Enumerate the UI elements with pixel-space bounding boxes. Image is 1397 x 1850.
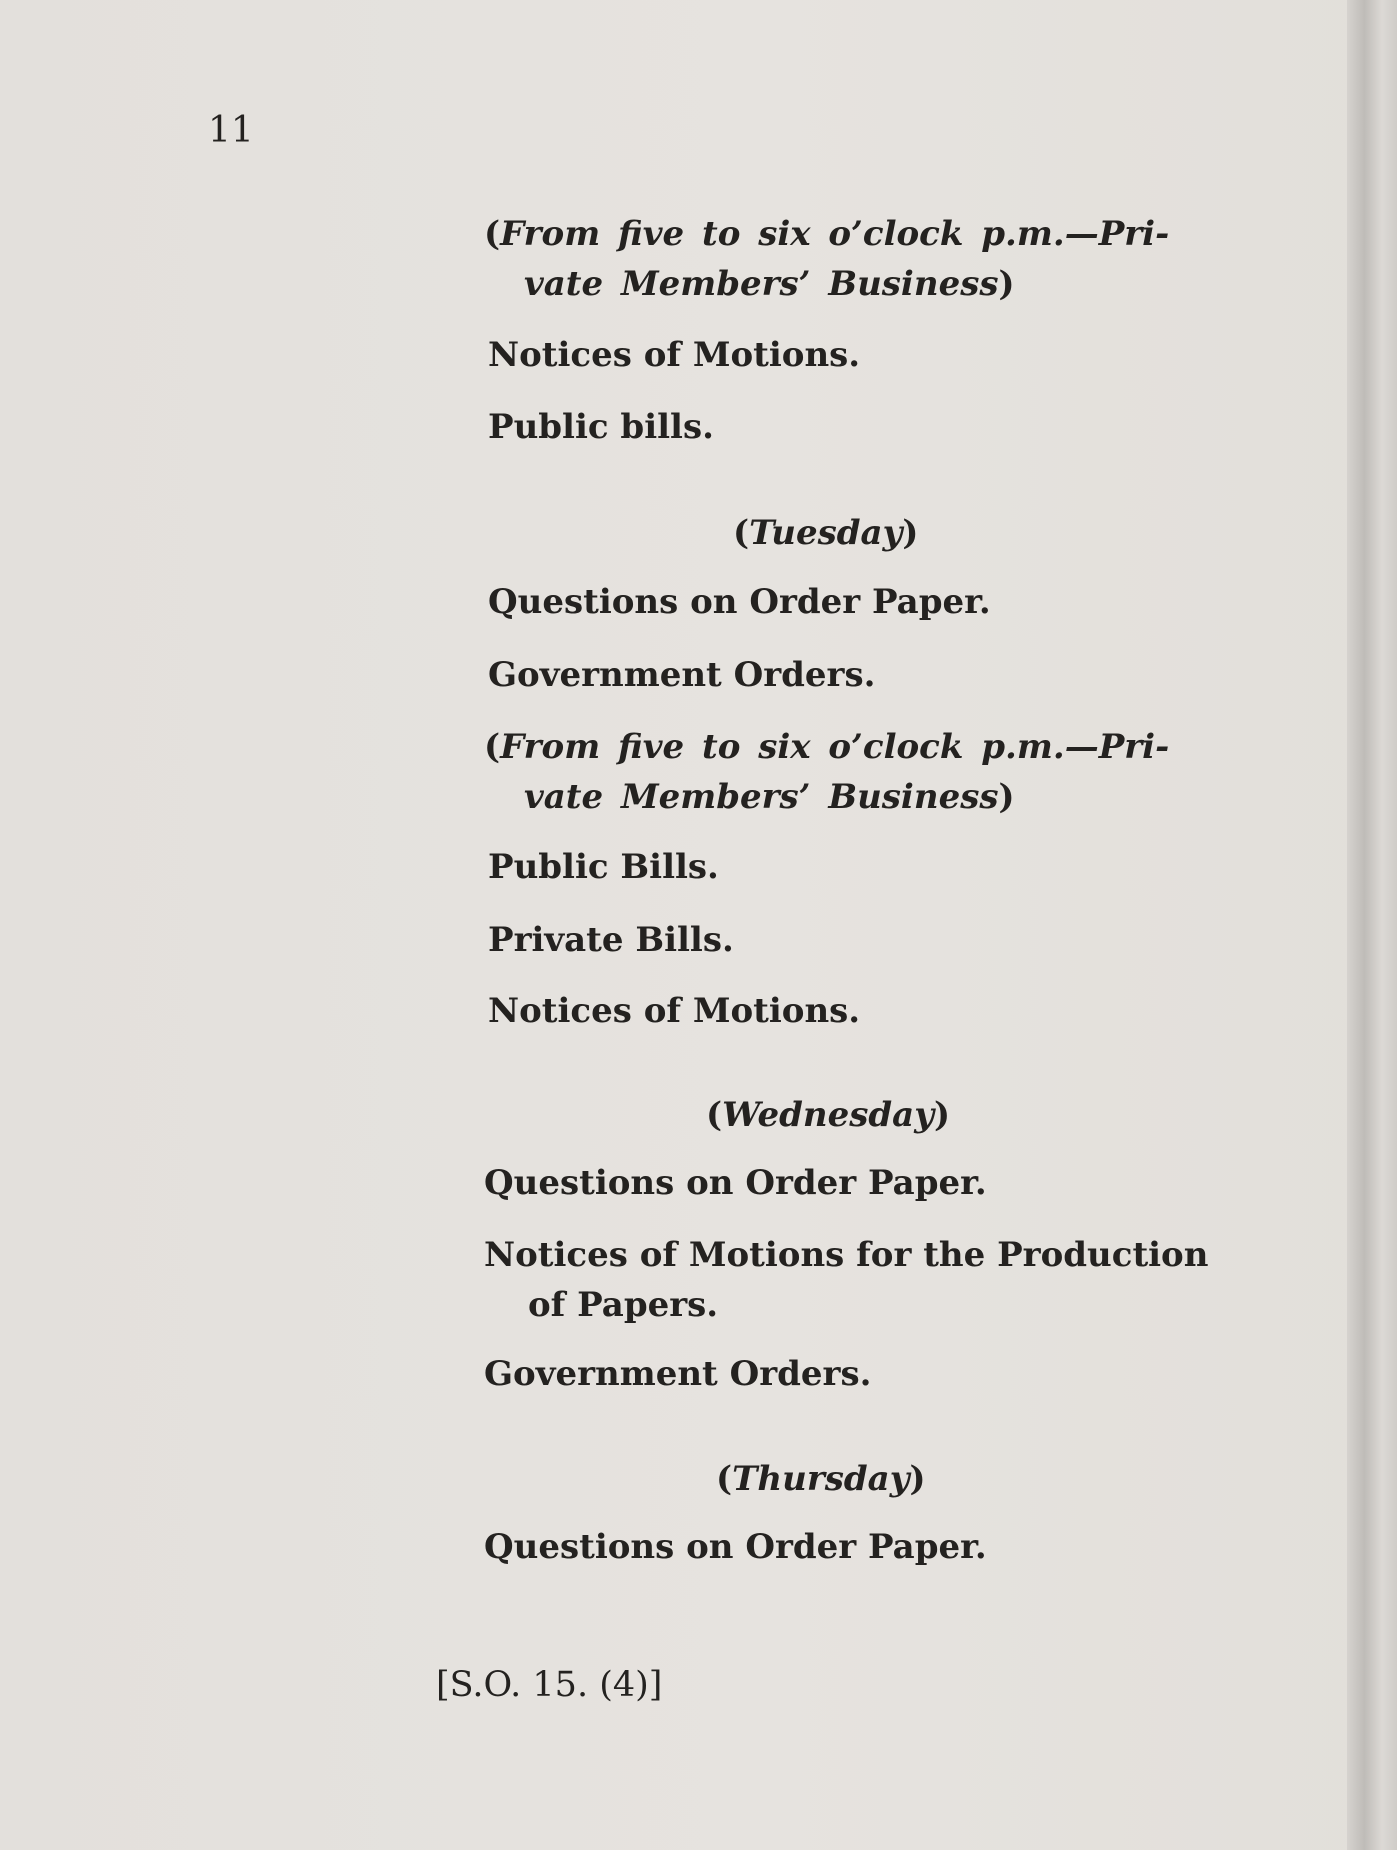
private-members-note-line2: vate Members’ Business): [524, 777, 1015, 817]
order-item: Public Bills.: [488, 847, 719, 887]
day-heading-wednesday: (Wednesday): [706, 1095, 951, 1135]
day-heading-tuesday: (Tuesday): [733, 513, 919, 553]
order-item: Government Orders.: [484, 1354, 872, 1394]
standing-order-reference: [S.O. 15. (4)]: [436, 1665, 663, 1705]
order-item: Public bills.: [488, 407, 714, 447]
order-item: Notices of Motions for the Production: [484, 1235, 1209, 1275]
book-gutter: [1347, 0, 1397, 1850]
page-number: 11: [208, 110, 254, 151]
order-item: Questions on Order Paper.: [488, 582, 991, 622]
order-item-continuation: of Papers.: [528, 1285, 719, 1325]
order-item: Notices of Motions.: [488, 335, 861, 375]
private-members-note-line2: vate Members’ Business): [524, 264, 1015, 304]
order-item: Notices of Motions.: [488, 991, 861, 1031]
order-item: Government Orders.: [488, 655, 876, 695]
order-item: Private Bills.: [488, 920, 734, 960]
order-item: Questions on Order Paper.: [484, 1163, 987, 1203]
private-members-note-line1: (From five to six o’clock p.m.—Pri-: [484, 214, 1170, 254]
order-item: Questions on Order Paper.: [484, 1527, 987, 1567]
day-heading-thursday: (Thursday): [716, 1459, 926, 1499]
private-members-note-line1: (From five to six o’clock p.m.—Pri-: [484, 727, 1170, 767]
